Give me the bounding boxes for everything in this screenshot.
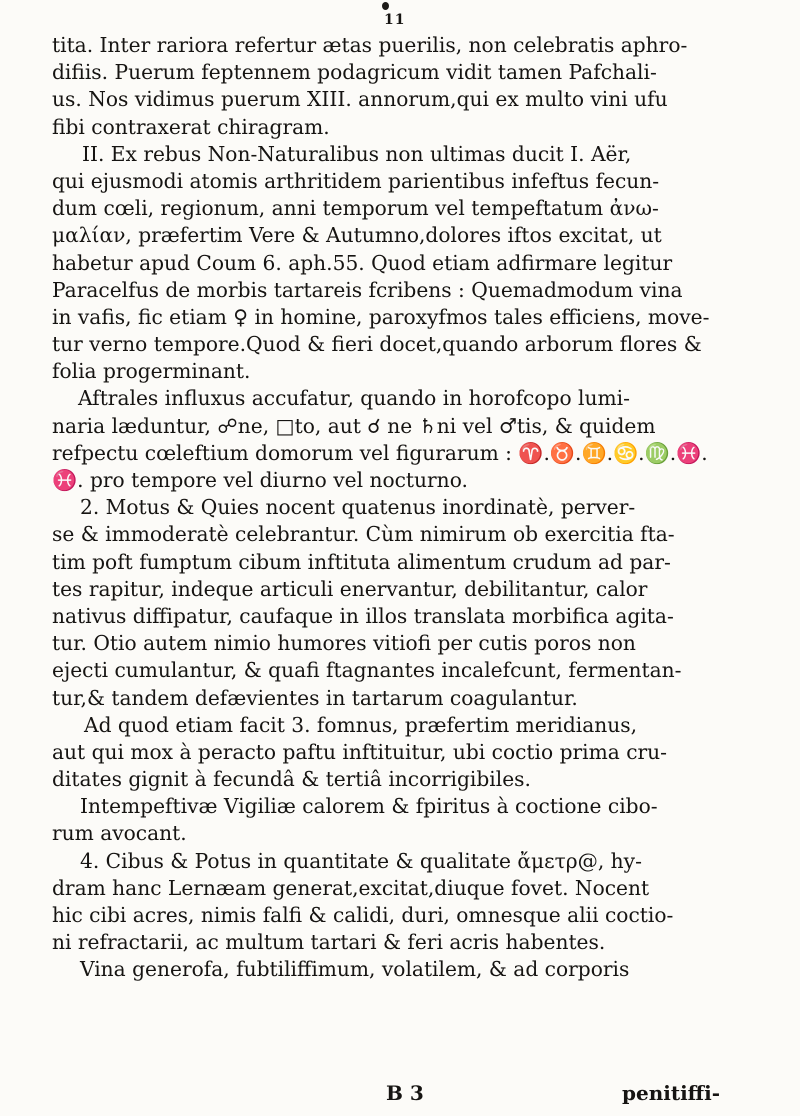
text-line: aut qui mox à peracto paftu inftituitur, ubi coctio prima cru- <box>52 739 667 764</box>
text-line: ♓. pro tempore vel diurno vel nocturno. <box>52 468 468 492</box>
page-number: 11 <box>384 12 406 28</box>
text-line: refpectu cœleftium domorum vel figurarum : ♈.♉.♊.♋.♍.♓. <box>52 440 708 465</box>
text-line: difiis. Puerum feptennem podagricum vidit tamen Pafchali- <box>52 60 657 85</box>
text-line: dum cœli, regionum, anni temporum vel tempeftatum ἀνω- <box>52 196 659 221</box>
text-line: tur verno tempore.Quod & fieri docet,quando arborum flores & <box>52 332 702 357</box>
text-line: ni refractarii, ac multum tartari & feri acris habentes. <box>52 930 606 955</box>
signature-mark: B 3 <box>386 1081 424 1105</box>
text-line: tur,& tandem defævientes in tartarum coagulantur. <box>52 685 578 710</box>
text-line: Aftrales influxus accufatur, quando in horofcopo lumi- <box>78 386 630 411</box>
text-line: habetur apud Coum 6. aph.55. Quod etiam adfirmare legitur <box>52 250 673 275</box>
text-line: fibi contraxerat chiragram. <box>52 114 330 139</box>
text-line: Ad quod etiam facit 3. fomnus, præfertim meridianus, <box>84 712 638 737</box>
text-line: ditates gignit à fecundâ & tertiâ incorrigibiles. <box>52 767 531 792</box>
page-footer <box>0 1080 800 1107</box>
text-line: naria læduntur, ☍ne, □to, aut ☌ ne ♄ni vel ♂tis, & quidem <box>52 413 656 438</box>
text-line: ejecti cumulantur, & quafi ftagnantes incalefcunt, fermentan- <box>52 658 682 683</box>
text-line: tes rapitur, indeque articuli enervantur, debilitantur, calor <box>52 576 648 601</box>
text-line: folia progerminant. <box>52 359 251 384</box>
text-line: μαλίαν, præfertim Vere & Autumno,dolores iftos excitat, ut <box>52 223 662 248</box>
text-line: tim poft fumptum cibum inftituta alimentum crudum ad par- <box>52 549 671 574</box>
text-line: dram hanc Lernæam generat,excitat,diuque fovet. Nocent <box>52 875 650 900</box>
text-line: rum avocant. <box>52 821 187 846</box>
text-line: us. Nos vidimus puerum XIII. annorum,qui ex multo vini ufu <box>52 87 668 112</box>
text-line: hic cibi acres, nimis falfi & calidi, duri, omnesque alii coctio- <box>52 903 674 927</box>
text-line: qui ejusmodi atomis arthritidem parientibus infeftus fecun- <box>52 168 660 193</box>
text-line: tita. Inter rariora refertur ætas puerilis, non celebratis aphro- <box>52 33 688 57</box>
text-line: 2. Motus & Quies nocent quatenus inordinatè, perver- <box>80 495 636 520</box>
text-line: II. Ex rebus Non-Naturalibus non ultimas ducit I. Aër, <box>82 141 632 166</box>
text-line: Vina generofa, fubtiliffimum, volatilem, & ad corporis <box>80 957 630 982</box>
text-line: in vafis, fic etiam ♀ in homine, paroxyfmos tales efficiens, move- <box>52 304 710 329</box>
text-line: nativus diffipatur, caufaque in illos translata morbifica agita- <box>52 603 674 628</box>
ink-dot <box>382 2 389 10</box>
text-line: se & immoderatè celebrantur. Cùm nimirum ob exercitia fta- <box>52 522 675 547</box>
text-line: 4. Cibus & Potus in quantitate & qualitate ἄμετρ@, hy- <box>80 848 642 873</box>
body-text <box>52 32 768 984</box>
catchword: penitiffi- <box>622 1081 720 1105</box>
text-line: tur. Otio autem nimio humores vitiofi per cutis poros non <box>52 631 636 656</box>
text-line: Paracelfus de morbis tartareis fcribens : Quemadmodum vina <box>52 277 683 302</box>
text-line: Intempeftivæ Vigiliæ calorem & fpiritus à coctione cibo- <box>80 794 658 819</box>
